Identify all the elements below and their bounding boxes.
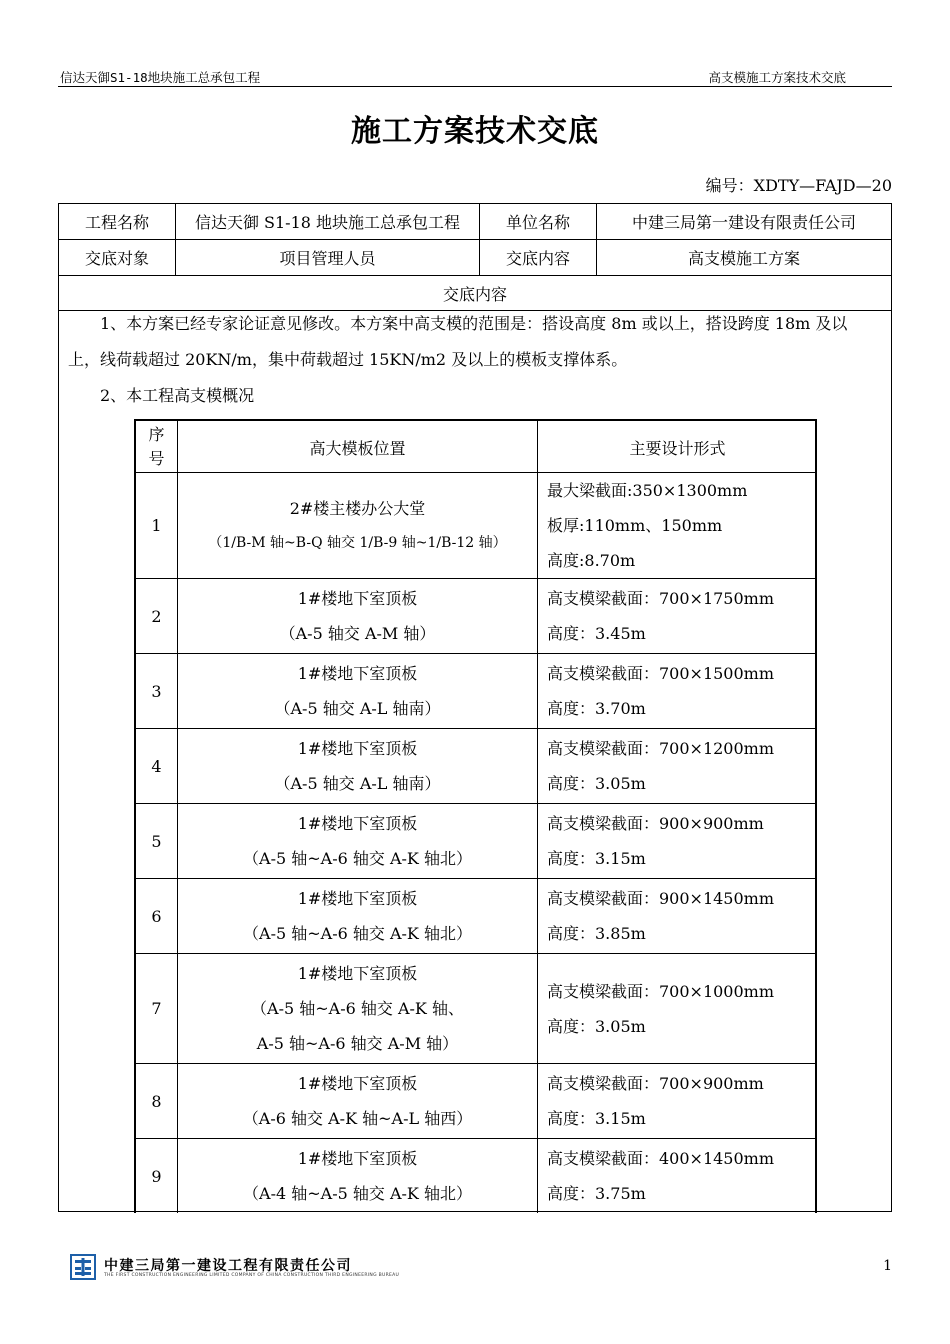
document-number: 编号：XDTY—FAJD—20 — [705, 176, 892, 195]
row-9-location-line-2: （A-4 轴~A-5 轴交 A-K 轴北） — [243, 1184, 472, 1203]
row-8-design — [538, 1064, 817, 1138]
row-4-design-line-2: 高度：3.05m — [547, 774, 646, 793]
row-2-seq: 2 — [151, 606, 162, 626]
row-3-location-line-1: 1#楼地下室顶板 — [297, 664, 418, 683]
row-4-location-line-2: （A-5 轴交 A-L 轴南） — [274, 774, 441, 793]
row-4-design — [538, 729, 817, 803]
row-5-design — [538, 804, 817, 878]
row-7-design — [538, 954, 817, 1063]
row-6-location-line-1: 1#楼地下室顶板 — [297, 889, 418, 908]
row-9-seq: 9 — [151, 1166, 162, 1186]
cscec-logo-icon — [70, 1254, 96, 1284]
row-3-location-line-2: （A-5 轴交 A-L 轴南） — [274, 699, 441, 718]
table-header-seq-1: 序 — [148, 425, 165, 444]
running-header-project: 信达天御S1-18地块施工总承包工程 — [60, 70, 261, 85]
formwork-table — [134, 419, 817, 1213]
paragraph-1-line-1: 1、本方案已经专家论证意见修改。本方案中高支模的范围是：搭设高度 8m 或以上，搭设跨度 18m 及以 — [100, 314, 848, 333]
row-2-location — [178, 579, 537, 653]
row-5-location-line-1: 1#楼地下室顶板 — [297, 814, 418, 833]
row-3-location — [178, 654, 537, 728]
row-2-design-line-2: 高度：3.45m — [547, 624, 646, 643]
row-8-design-line-1: 高支模梁截面：700×900mm — [547, 1074, 764, 1093]
row-9-location — [178, 1139, 537, 1213]
row-7-design-line-2: 高度：3.05m — [547, 1016, 646, 1036]
row-7-location-line-1: 1#楼地下室顶板 — [297, 964, 418, 983]
footer-company-name-en: THE FIRST CONSTRUCTION ENGINEERING LIMITED COMPANY OF CHINA CONSTRUCTION THIRD ENGINEERING BUREAU — [104, 1273, 400, 1278]
row-1-design-line-3: 高度:8.70m — [547, 551, 636, 570]
row-2-location-line-2: （A-5 轴交 A-M 轴） — [279, 624, 436, 643]
row-7-location-line-2: （A-5 轴~A-6 轴交 A-K 轴、 — [251, 999, 464, 1018]
row-2-location-line-1: 1#楼地下室顶板 — [297, 589, 418, 608]
row-1-seq: 1 — [151, 516, 162, 535]
row-7-location — [178, 954, 537, 1063]
document-title: 施工方案技术交底 — [351, 114, 599, 149]
row-6-location — [178, 879, 537, 953]
paragraph-2: 2、本工程高支模概况 — [100, 386, 255, 405]
unit-name-label: 单位名称 — [505, 213, 570, 232]
row-5-location — [178, 804, 537, 878]
row-4-location-line-1: 1#楼地下室顶板 — [297, 739, 418, 758]
row-8-location — [178, 1064, 537, 1138]
row-7-design-line-1: 高支模梁截面：700×1000mm — [547, 981, 775, 1001]
row-1-location-line-1: 2#楼主楼办公大堂 — [289, 498, 426, 518]
row-7-seq: 7 — [151, 999, 162, 1018]
paragraph-1-line-2: 上，线荷载超过 20KN/m，集中荷载超过 15KN/m2 及以上的模板支撑体系。 — [68, 350, 628, 369]
row-4-seq: 4 — [151, 756, 162, 776]
row-5-seq: 5 — [151, 831, 162, 851]
table-header-seq-2: 号 — [148, 449, 165, 468]
row-2-design-line-1: 高支模梁截面：700×1750mm — [547, 589, 775, 608]
row-3-design-line-1: 高支模梁截面：700×1500mm — [547, 664, 775, 683]
footer-company-name: 中建三局第一建设工程有限责任公司 — [104, 1258, 352, 1274]
unit-name-value: 中建三局第一建设有限责任公司 — [631, 213, 856, 232]
target-label: 交底对象 — [84, 249, 149, 268]
row-divider — [59, 310, 891, 311]
row-1-location — [178, 473, 537, 578]
header-rule — [58, 86, 892, 87]
row-6-design-line-1: 高支模梁截面：900×1450mm — [547, 889, 775, 908]
content-label: 交底内容 — [505, 249, 570, 268]
row-1-design-line-2: 板厚:110mm、150mm — [547, 516, 723, 535]
running-header-doc-type: 高支模施工方案技术交底 — [708, 70, 846, 85]
row-6-seq: 6 — [151, 906, 162, 926]
row-9-design-line-2: 高度：3.75m — [547, 1184, 646, 1203]
project-name-value: 信达天御 S1-18 地块施工总承包工程 — [194, 213, 461, 232]
row-1-design-line-1: 最大梁截面:350×1300mm — [547, 481, 748, 500]
row-9-design-line-1: 高支模梁截面：400×1450mm — [547, 1149, 775, 1168]
row-8-seq: 8 — [151, 1091, 162, 1111]
table-header-design: 主要设计形式 — [629, 438, 726, 458]
row-6-design-line-2: 高度：3.85m — [547, 924, 646, 943]
row-8-design-line-2: 高度：3.15m — [547, 1109, 646, 1128]
row-3-seq: 3 — [151, 681, 162, 701]
row-3-design-line-2: 高度：3.70m — [547, 699, 646, 718]
row-3-design — [538, 654, 817, 728]
row-2-design — [538, 579, 817, 653]
row-1-design — [538, 473, 817, 578]
row-5-location-line-2: （A-5 轴~A-6 轴交 A-K 轴北） — [243, 849, 472, 868]
content-value: 高支模施工方案 — [687, 249, 800, 268]
page-number: 1 — [883, 1258, 892, 1274]
row-5-design-line-2: 高度：3.15m — [547, 849, 646, 868]
row-6-location-line-2: （A-5 轴~A-6 轴交 A-K 轴北） — [243, 924, 472, 943]
row-9-location-line-1: 1#楼地下室顶板 — [297, 1149, 418, 1168]
row-8-location-line-1: 1#楼地下室顶板 — [297, 1074, 418, 1093]
row-7-location-line-3: A-5 轴~A-6 轴交 A-M 轴） — [256, 1034, 459, 1053]
row-4-design-line-1: 高支模梁截面：700×1200mm — [547, 739, 775, 758]
table-header-seq — [136, 421, 177, 473]
section-header: 交底内容 — [442, 284, 507, 304]
target-value: 项目管理人员 — [279, 249, 376, 268]
row-1-location-line-2: （1/B-M 轴~B-Q 轴交 1/B-9 轴~1/B-12 轴） — [208, 534, 507, 551]
row-4-location — [178, 729, 537, 803]
table-header-location: 高大模板位置 — [309, 438, 406, 458]
project-name-label: 工程名称 — [84, 213, 149, 232]
row-8-location-line-2: （A-6 轴交 A-K 轴~A-L 轴西） — [242, 1109, 473, 1128]
row-9-design — [538, 1139, 817, 1213]
row-5-design-line-1: 高支模梁截面：900×900mm — [547, 814, 764, 833]
row-6-design — [538, 879, 817, 953]
